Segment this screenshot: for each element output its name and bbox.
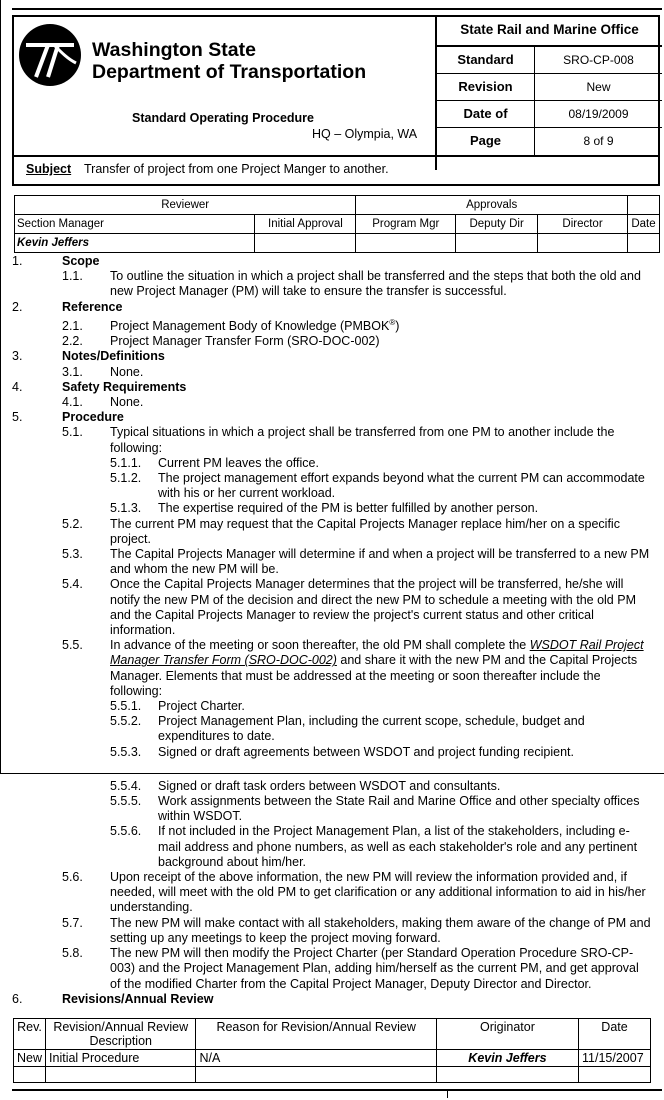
substep-text: Work assignments between the State Rail and Marine Office and other specialty offices within WSDOT.	[158, 794, 640, 824]
col-section-manager: Section Manager	[15, 215, 255, 234]
section-number: 3.	[12, 349, 23, 364]
col-program-mgr: Program Mgr	[356, 215, 456, 234]
empty-cell	[46, 1067, 196, 1083]
info-row-page	[437, 128, 662, 156]
item-text: Project Manager Transfer Form (SRO-DOC-002)	[110, 334, 380, 349]
procedure-substep	[110, 745, 652, 760]
approval-header-row	[15, 196, 660, 215]
substep-number: 5.5.1.	[110, 699, 142, 714]
section-number: 5.	[12, 410, 23, 425]
item-text: The Capital Projects Manager will determine if and when a project will be transferred to a new PM and whom the new PM will be.	[110, 547, 650, 577]
cell-description: Initial Procedure	[46, 1050, 196, 1067]
table-row	[14, 1050, 651, 1067]
substep-text: Current PM leaves the office.	[158, 455, 319, 470]
procedure-step	[62, 638, 652, 699]
col-deputy-dir: Deputy Dir	[456, 215, 538, 234]
info-value: SRO-CP-008	[563, 53, 634, 67]
empty-cell	[196, 1067, 436, 1083]
procedure-step	[62, 547, 652, 577]
page-separator	[0, 773, 664, 774]
item-text: The new PM will then modify the Project Charter (per Standard Operation Procedure SRO-CP-003) and the Project Management Plan, adding him/herself as the current PM, and get approval of the modified Charter from the Capital Project Manager, Deputy Director and Director.	[110, 946, 639, 991]
section-heading	[12, 349, 652, 364]
approval-cell	[356, 234, 456, 253]
item-number: 5.5.	[62, 638, 83, 653]
substep-text: The expertise required of the PM is better fulfilled by another person.	[158, 501, 539, 516]
approval-cell	[255, 234, 356, 253]
section-title: Scope	[62, 254, 100, 268]
agency-line-2: Department of Transportation	[92, 61, 367, 83]
section-title: Procedure	[62, 410, 124, 425]
col-originator: Originator	[436, 1019, 578, 1050]
substep-text: The project management effort expands beyond what the current PM can accommodate with his or her current workload.	[158, 471, 645, 501]
item-number: 3.1.	[62, 364, 83, 379]
cell-date: 11/15/2007	[579, 1050, 651, 1067]
item-text-close: )	[395, 318, 400, 333]
bottom-rule	[12, 1089, 662, 1091]
procedure-substep	[110, 456, 652, 471]
substep-number: 5.1.2.	[110, 471, 142, 485]
section-item	[62, 269, 652, 299]
section-title: Safety Requirements	[62, 379, 187, 394]
subject-row	[14, 155, 658, 186]
substep-number: 5.5.5.	[110, 794, 142, 809]
item-text: None.	[110, 394, 144, 409]
item-number: 5.3.	[62, 547, 83, 562]
info-key: Revision	[437, 74, 535, 100]
procedure-step	[62, 577, 652, 638]
substep-number: 5.1.3.	[110, 501, 142, 516]
procedure-step	[62, 916, 652, 946]
section-item	[62, 395, 652, 410]
item-number: 1.1.	[62, 269, 83, 284]
col-date: Date	[579, 1019, 651, 1050]
info-key: Date of	[437, 101, 535, 127]
substep-text: Signed or draft task orders between WSDOT and consultants.	[158, 778, 501, 793]
approval-table	[14, 195, 660, 253]
info-row-revision	[437, 74, 662, 101]
substep-number: 5.5.2.	[110, 714, 142, 729]
substep-text: If not included in the Project Management Plan, a list of the stakeholders, including e-mail address and phone numbers, as well as each stakeholder's role and any pertinent background about him/her.	[158, 824, 638, 869]
info-value: 08/19/2009	[568, 107, 629, 121]
info-value: 8 of 9	[583, 134, 614, 148]
procedure-substep	[110, 714, 652, 744]
col-rev: Rev.	[14, 1019, 46, 1050]
procedure-body	[12, 254, 652, 1007]
section-item	[62, 334, 652, 349]
info-key: Standard	[437, 47, 535, 73]
reviewer-header: Reviewer	[15, 196, 356, 215]
empty-cell	[436, 1067, 578, 1083]
item-number: 5.1.	[62, 425, 83, 440]
left-edge-line	[0, 0, 1, 773]
page-break-gap	[12, 760, 652, 779]
procedure-substep	[110, 699, 652, 714]
procedure-substep	[110, 824, 652, 870]
document-header	[12, 15, 660, 186]
agency-line-1: Washington State	[92, 39, 256, 61]
col-description: Revision/Annual Review Description	[46, 1019, 196, 1050]
item-text: Typical situations in which a project shall be transferred from one PM to another include the following:	[110, 425, 615, 455]
cell-rev: New	[14, 1050, 46, 1067]
item-text: The current PM may request that the Capital Projects Manager replace him/her on a specific project.	[110, 516, 620, 546]
substep-number: 5.5.6.	[110, 824, 142, 839]
procedure-step	[62, 946, 652, 992]
doc-location: HQ – Olympia, WA	[312, 127, 418, 141]
reviewer-name: Kevin Jeffers	[15, 234, 255, 253]
agency-name	[92, 39, 366, 83]
cell-originator: Kevin Jeffers	[436, 1050, 578, 1067]
cell-reason: N/A	[196, 1050, 436, 1067]
section-number: 4.	[12, 379, 23, 394]
item-number: 5.7.	[62, 915, 83, 930]
item-text: None.	[110, 364, 144, 379]
standard-info-box	[435, 15, 662, 170]
approval-cell	[538, 234, 628, 253]
item-number: 2.2.	[62, 334, 83, 349]
col-date: Date	[627, 215, 659, 234]
substep-text: Project Management Plan, including the current scope, schedule, budget and expenditures to date.	[158, 714, 585, 744]
section-heading	[12, 380, 652, 395]
section-item	[62, 315, 652, 334]
procedure-substep	[110, 779, 652, 794]
doc-type: Standard Operating Procedure	[132, 111, 314, 125]
procedure-step	[62, 870, 652, 916]
substep-number: 5.1.1.	[110, 455, 142, 470]
item-number: 5.2.	[62, 516, 83, 531]
item-number: 5.6.	[62, 870, 83, 885]
approval-cell	[627, 234, 659, 253]
procedure-substep	[110, 471, 652, 501]
section-heading	[12, 254, 652, 269]
wsdot-logo-icon	[18, 23, 82, 87]
item-text: Once the Capital Projects Manager determines that the project will be transferred, he/she will notify the new PM of the decision and direct the new PM to schedule a meeting with the old PM and the Capital Projects Manager to review the project's current status and other critical information.	[110, 577, 636, 638]
info-value: New	[586, 80, 611, 94]
col-initial-approval: Initial Approval	[255, 215, 356, 234]
info-key: Page	[437, 128, 535, 156]
substep-number: 5.5.3.	[110, 744, 142, 759]
section-number: 2.	[12, 299, 23, 314]
section-title: Revisions/Annual Review	[62, 991, 214, 1006]
revisions-table	[13, 1018, 651, 1083]
empty-cell	[579, 1067, 651, 1083]
section-item	[62, 365, 652, 380]
section-heading	[12, 992, 652, 1007]
approval-cell	[456, 234, 538, 253]
transfer-form-link[interactable]: WSDOT Rail Project Manager Transfer Form (SRO-DOC-002)	[110, 638, 644, 668]
item-text-after: and share it with the new PM and the Capital Projects Manager. Elements that must be addressed at the meeting or soon thereafter include the following:	[110, 653, 638, 698]
procedure-substep	[110, 501, 652, 516]
item-text: The new PM will make contact with all stakeholders, making them aware of the change of PM and setting up any meetings to keep the project moving forward.	[110, 915, 651, 945]
item-number: 5.4.	[62, 577, 83, 592]
approvals-header: Approvals	[356, 196, 628, 215]
empty-cell	[627, 196, 659, 215]
item-number: 4.1.	[62, 394, 83, 409]
section-title: Reference	[62, 299, 123, 314]
table-row	[14, 1067, 651, 1083]
substep-text: Signed or draft agreements between WSDOT and project funding recipient.	[158, 744, 574, 759]
section-number: 1.	[12, 254, 23, 268]
top-rule	[12, 8, 662, 10]
item-text-before: In advance of the meeting or soon thereafter, the old PM shall complete the	[110, 638, 530, 653]
approval-name-row	[15, 234, 660, 253]
subject-text: Transfer of project from one Project Manger to another.	[84, 162, 389, 176]
office-name: State Rail and Marine Office	[437, 15, 662, 47]
approval-cols-row	[15, 215, 660, 234]
item-text-main: Project Management Body of Knowledge (PMBOK	[110, 318, 390, 333]
item-number: 2.1.	[62, 318, 83, 333]
section-number: 6.	[12, 991, 23, 1006]
col-reason: Reason for Revision/Annual Review	[196, 1019, 436, 1050]
section-heading	[12, 410, 652, 425]
item-text	[110, 315, 652, 334]
info-row-standard	[437, 47, 662, 74]
subject-label: Subject	[26, 162, 72, 176]
procedure-step	[62, 517, 652, 547]
item-text	[110, 638, 652, 699]
section-title: Notes/Definitions	[62, 349, 165, 364]
substep-text: Project Charter.	[158, 699, 245, 714]
bottom-tick	[447, 1090, 448, 1098]
revisions-header-row	[14, 1019, 651, 1050]
procedure-substep	[110, 794, 652, 824]
procedure-step	[62, 425, 652, 455]
registered-mark: ®	[389, 317, 396, 327]
info-row-date	[437, 101, 662, 128]
item-text: To outline the situation in which a project shall be transferred and the steps that both the old and new Project Manager (PM) will take to ensure the transfer is successful.	[110, 269, 641, 299]
section-heading	[12, 300, 652, 315]
col-director: Director	[538, 215, 628, 234]
substep-number: 5.5.4.	[110, 778, 142, 793]
item-number: 5.8.	[62, 946, 83, 961]
empty-cell	[14, 1067, 46, 1083]
item-text: Upon receipt of the above information, the new PM will review the information provided and, if needed, will meet with the old PM to get clarification or any additional information to aid in his/her understanding.	[110, 870, 646, 915]
